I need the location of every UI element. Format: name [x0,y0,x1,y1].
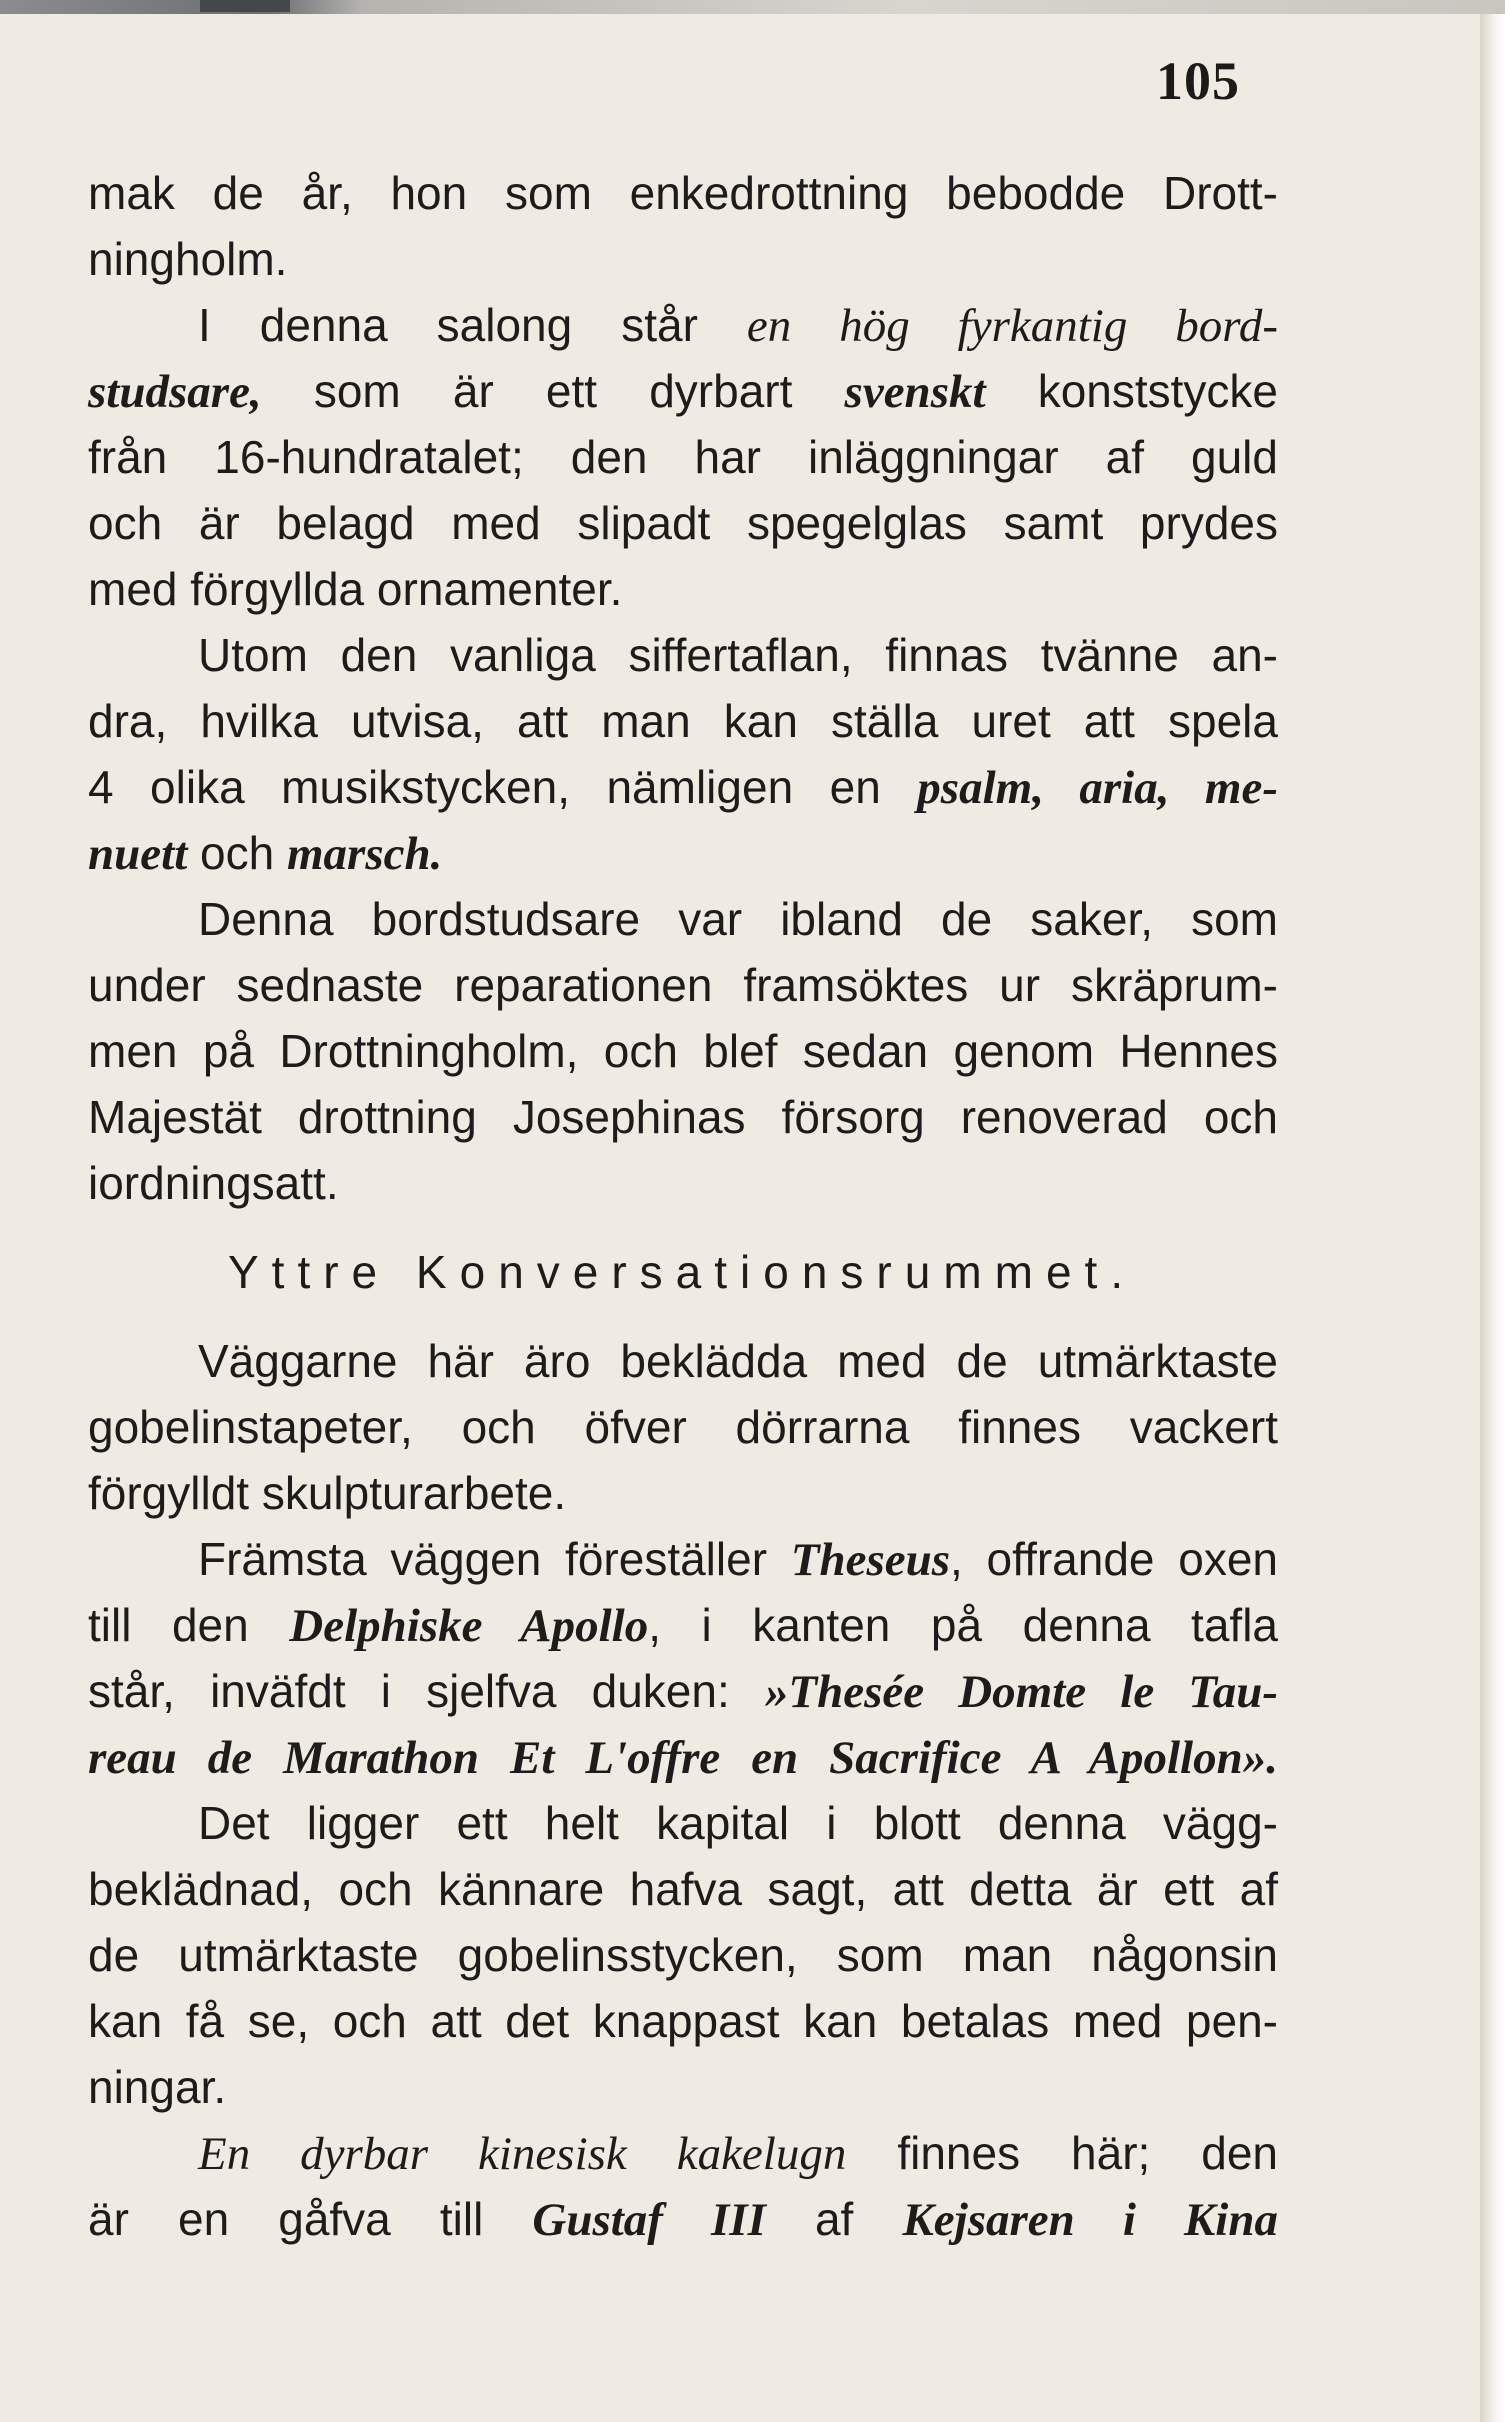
italic-phrase: marsch. [287,828,443,880]
italic-phrase: »Thesée Domte le Tau- [764,1666,1278,1718]
scan-shadow [200,0,290,12]
text-line: Majestät drottning Josephinas försorg renoverad och [88,1091,1278,1143]
text-line: är en gåfva till Gustaf III af Kejsaren i Kina [88,2193,1278,2246]
italic-phrase: psalm, aria, me- [917,762,1279,814]
page-number: 105 [1156,51,1240,111]
text-line: de utmärktaste gobelinsstycken, som man någonsin [88,1929,1278,1981]
text-line: och är belagd med slipadt spegelglas samt prydes [88,497,1278,549]
text-line: ningholm. [88,233,288,285]
text-line: mak de år, hon som enkedrottning bebodde Drott- [88,167,1278,219]
italic-phrase: reau de Marathon Et L'offre en Sacrifice A Apollon». [88,1732,1278,1784]
text-line: dra, hvilka utvisa, att man kan ställa uret att spela [88,695,1278,747]
text-line: Främsta väggen föreställer Theseus, offrande oxen [198,1533,1278,1586]
text-line: från 16-hundratalet; den har inläggningar af guld [88,431,1278,483]
scan-top-band [0,0,1505,14]
italic-phrase: svenskt [844,366,986,418]
italic-phrase: Theseus [790,1534,951,1586]
text-line: nuett och marsch. [88,827,443,880]
italic-phrase: nuett [88,828,188,880]
body-text [88,160,1278,2252]
italic-phrase: Delphiske Apollo [289,1600,649,1652]
text-line: till den Delphiske Apollo, i kanten på denna tafla [88,1599,1279,1652]
text-line: men på Drottningholm, och blef sedan genom Hennes [88,1025,1278,1077]
text-line: ningar. [88,2061,227,2113]
text-line: gobelinstapeter, och öfver dörrarna finnes vackert [88,1401,1278,1453]
italic-phrase: studsare, [88,366,262,418]
page-edge [1480,0,1505,2422]
text-line: under sednaste reparationen framsöktes ur skräprum- [88,959,1278,1011]
text-line: förgylldt skulpturarbete. [88,1467,567,1519]
text-line: iordningsatt. [88,1157,339,1209]
text-line: I denna salong står en hög fyrkantig bord- [198,299,1278,352]
italic-phrase: Kejsaren i Kina [902,2194,1278,2246]
text-line: Utom den vanliga siffertaflan, finnas tvänne an- [198,629,1278,681]
text-line: En dyrbar kinesisk kakelugn finnes här; den [198,2127,1278,2180]
text-line [88,1724,1278,1790]
text-line: Denna bordstudsare var ibland de saker, som [198,893,1278,945]
text-line: kan få se, och att det knappast kan betalas med pen- [88,1995,1278,2047]
text-line: står, inväfdt i sjelfva duken: »Thesée Domte le Tau- [88,1665,1278,1718]
italic-phrase: en hög fyrkantig bord- [746,300,1278,352]
text-line: studsare, som är ett dyrbart svenskt konststycke [88,365,1279,418]
section-heading: Yttre Konversationsrummet. [228,1246,1137,1298]
italic-phrase: En dyrbar kinesisk kakelugn [198,2128,847,2180]
italic-phrase: Gustaf III [532,2194,766,2246]
text-line: 4 olika musikstycken, nämligen en psalm, aria, me- [88,761,1279,814]
text-line: beklädnad, och kännare hafva sagt, att detta är ett af [88,1863,1278,1915]
text-line: Väggarne här äro beklädda med de utmärktaste [198,1335,1278,1387]
text-line: Det ligger ett helt kapital i blott denna vägg- [198,1797,1278,1849]
text-line: med förgyllda ornamenter. [88,563,623,615]
